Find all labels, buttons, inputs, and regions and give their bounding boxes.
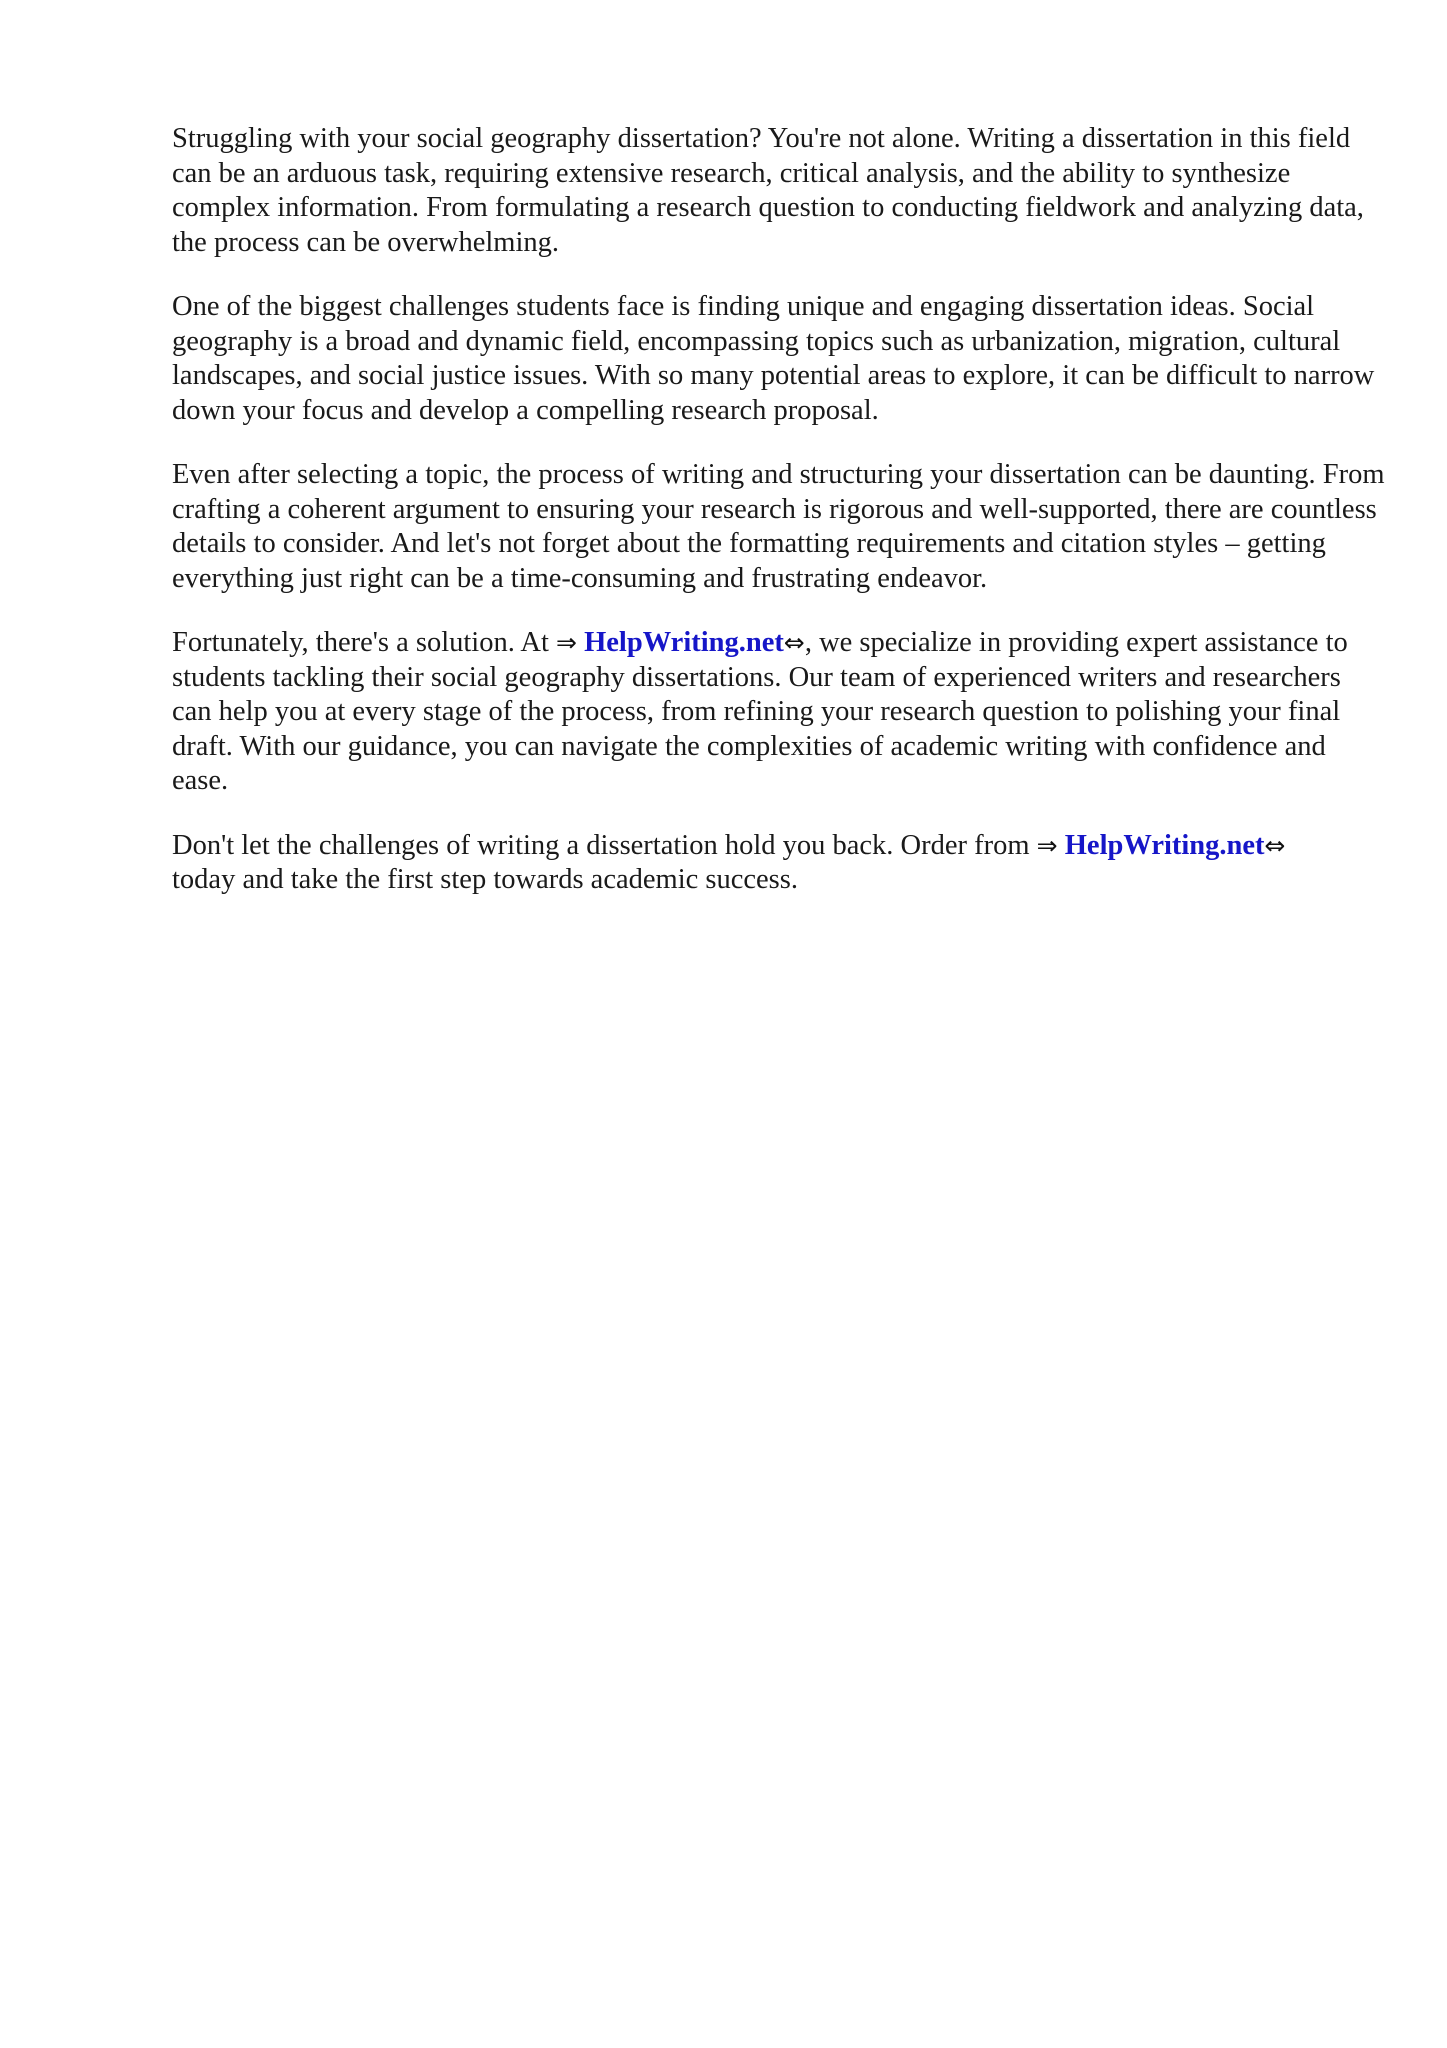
- paragraph-solution-rest: , we specialize in providing expert assistance to students tackling their social geography dissertations. Our team of experienced writers and researchers can help you at every stage of the process, from refining your research question to polishing your final draft. With our guidance, you can navigate the complexities of academic writing with confidence and ease.: [172, 627, 1348, 796]
- helpwriting-link[interactable]: HelpWriting.net: [584, 627, 784, 658]
- right-arrow-icon: ⇒: [1036, 830, 1058, 860]
- paragraph-solution-lead: Fortunately, there's a solution. At: [172, 627, 557, 658]
- right-arrow-icon: ⇒: [556, 628, 577, 657]
- paragraph-cta-rest: today and take the first step towards academic success.: [172, 864, 798, 895]
- paragraph-cta-lead: Don't let the challenges of writing a dissertation hold you back. Order from: [172, 829, 1037, 861]
- paragraph-challenges-text: One of the biggest challenges students face is finding unique and engaging dissertation ideas. Social geography is a broad and dynamic field, encompassing topics such as urbanization, migration, cultural landscapes, and social justice issues. With so many potential areas to explore, it can be difficult to narrow down your focus and develop a compelling research proposal.: [172, 291, 1375, 426]
- double-arrow-icon: ⇔: [1264, 830, 1286, 860]
- paragraph-call-to-action: [172, 829, 1387, 898]
- paragraph-writing-process: [172, 458, 1387, 596]
- paragraph-intro-text: Struggling with your social geography dissertation? You're not alone. Writing a dissertation in this field can be an arduous task, requiring extensive research, critical analysis, and the ability to synthesize complex information. From formulating a research question to conducting fieldwork and analyzing data, the process can be overwhelming.: [172, 123, 1364, 258]
- document-body: [172, 122, 1387, 928]
- paragraph-challenges: [172, 290, 1387, 428]
- paragraph-solution: [172, 626, 1387, 799]
- paragraph-writing-process-text: Even after selecting a topic, the process of writing and structuring your dissertation can be daunting. From crafting a coherent argument to ensuring your research is rigorous and well-supported, there are countless details to consider. And let's not forget about the formatting requirements and citation styles – getting everything just right can be a time-consuming and frustrating endeavor.: [172, 459, 1385, 594]
- helpwriting-link-cta[interactable]: HelpWriting.net: [1064, 829, 1265, 861]
- double-arrow-icon: ⇔: [783, 628, 805, 657]
- paragraph-intro: [172, 122, 1387, 260]
